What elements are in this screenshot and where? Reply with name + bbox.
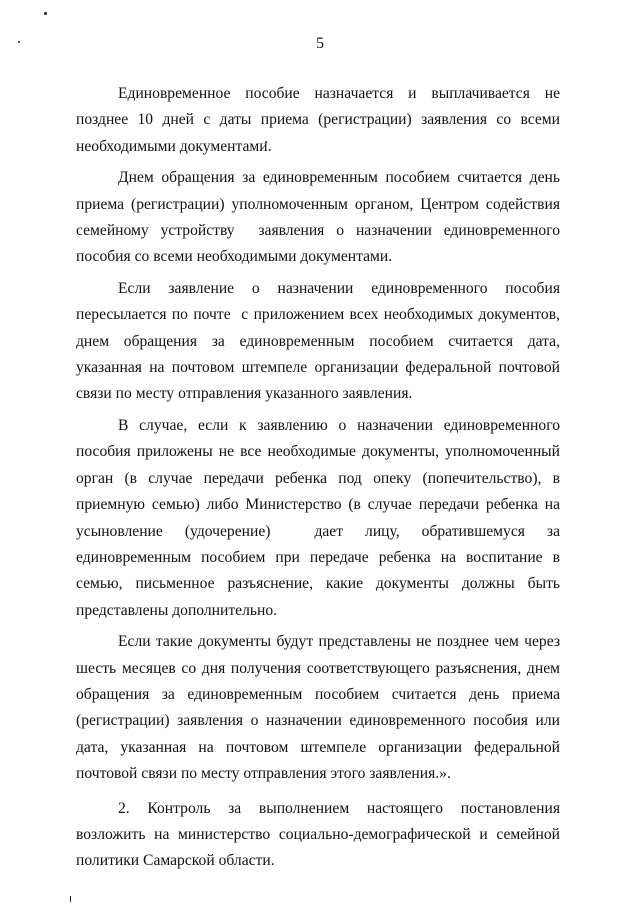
paragraph-control-clause: 2. Контроль за выполнением настоящего постановления возложить на министерство социально-демографической и семейной политики Самарской области. bbox=[76, 799, 564, 870]
document-body bbox=[76, 81, 564, 875]
paragraph-payment-deadline: Единовременное пособие назначается и выплачивается не позднее 10 дней с даты приема (регистрации) заявления со всеми необходимыми документами. bbox=[76, 85, 564, 155]
paragraph-postal-application: Если заявление о назначении единовременного пособия пересылается по почте с приложением всех необходимых документов, днем обращения за единовременным пособием считается дата, указанная на почтовом штемпеле организации федеральной почтовой связи по месту отправления указанного заявления. bbox=[76, 279, 564, 403]
page-number: 5 bbox=[316, 35, 324, 52]
scan-speck bbox=[70, 896, 71, 902]
paragraph-application-date: Днем обращения за единовременным пособием считается день приема (регистрации) уполномоченным органом, Центром содействия семейному устройству заявления о назначении единовременного пособия со всеми необходимыми документами. bbox=[76, 169, 564, 266]
scan-speck bbox=[44, 12, 47, 15]
paragraph-missing-documents: В случае, если к заявлению о назначении единовременного пособия приложены не все необходимые документы, уполномоченный орган (в случае передачи ребенка под опеку (попечительство), в приемную семью) либо Министерство (в случае передачи ребенка на усыновление (удочерение) дает лицу, обратившемуся за единовременным пособием при передаче ребенка на воспитание в семью, письменное разъяснение, какие документы должны быть представлены дополнительно. bbox=[76, 416, 564, 619]
paragraph-late-documents: Если такие документы будут представлены не позднее чем через шесть месяцев со дня получения соответствующего разъяснения, днем обращения за единовременным пособием считается день приема (регистрации) заявления о назначении единовременного пособия или дата, указанная на почтовом штемпеле организации федеральной почтовой связи по месту отправления этого заявления.». bbox=[76, 633, 564, 783]
